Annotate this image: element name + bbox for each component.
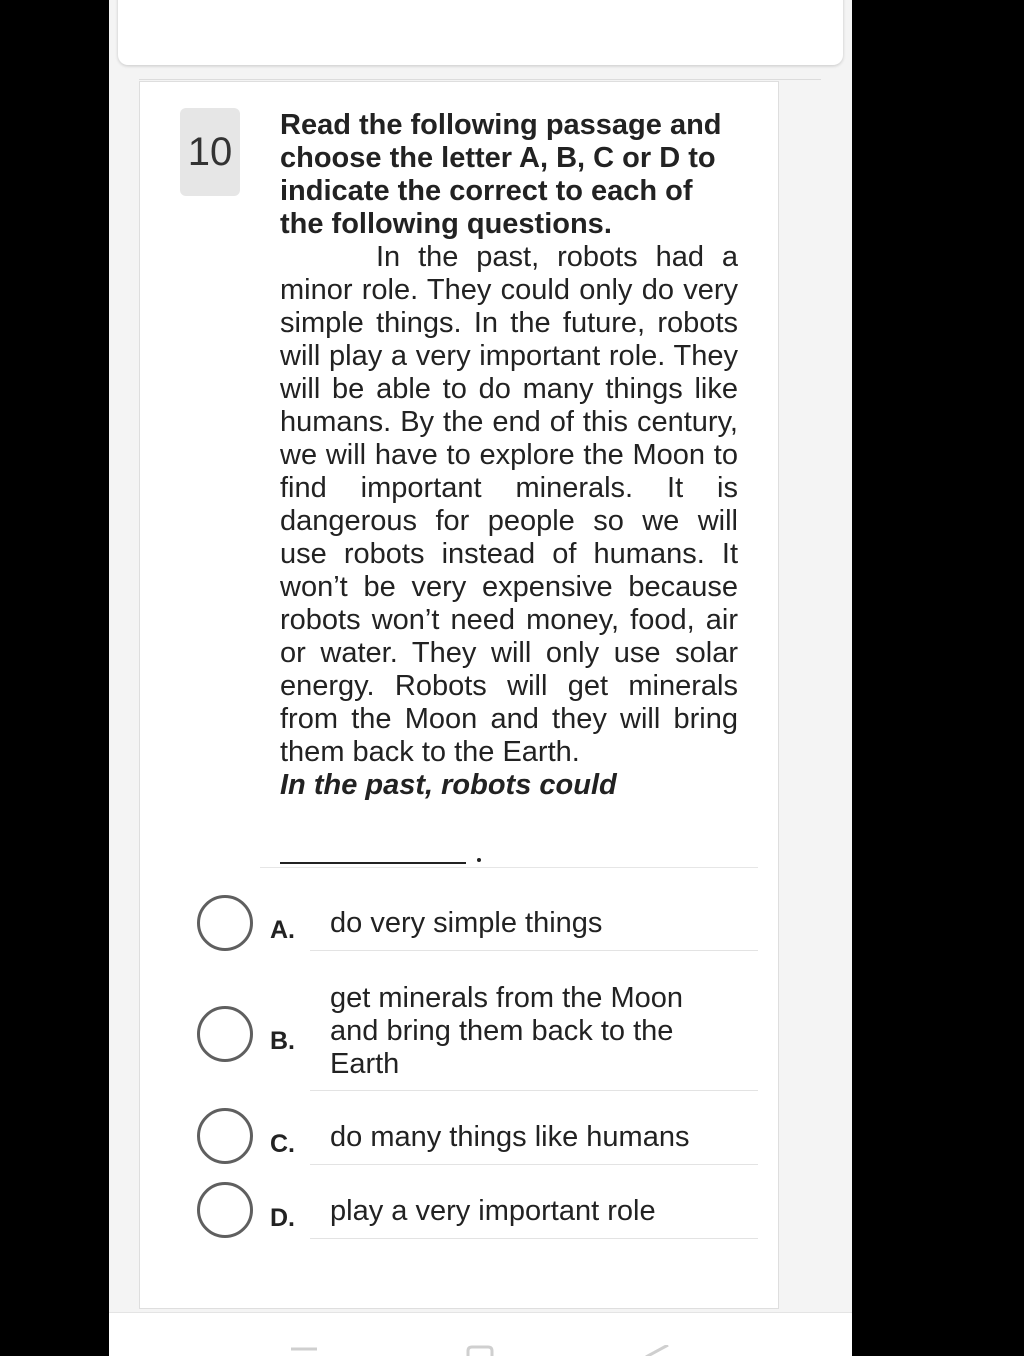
question-number: 10 — [180, 108, 240, 196]
option-c-text: do many things like humans — [330, 1121, 690, 1153]
option-d-text: play a very important role — [330, 1195, 656, 1227]
option-b-letter: B. — [270, 1027, 295, 1055]
option-a-radio[interactable] — [197, 895, 253, 951]
option-a-text: do very simple things — [330, 907, 603, 939]
option-b-text: get minerals from the Moon and bring them back to the Earth — [330, 982, 683, 1080]
navigation-bar — [109, 1312, 852, 1356]
question-card — [139, 81, 779, 1309]
reading-passage: In the past, robots had a minor role. They could only do very simple things. In the future, robots will play a very important role. They will be able to do many things like humans. By the end of this century, we will have to explore the Moon to find important minerals. It is dangerous for people so we will use robots instead of humans. It won’t be very expensive because robots won’t need money, food, air or water. They will only use solar energy. Robots will get minerals from the Moon and they will bring them back to the Earth. — [280, 241, 738, 768]
recents-icon[interactable] — [289, 1345, 319, 1356]
option-d-letter: D. — [270, 1204, 295, 1232]
divider — [260, 867, 758, 868]
divider — [310, 1238, 758, 1239]
option-c-radio[interactable] — [197, 1108, 253, 1164]
divider — [310, 1090, 758, 1091]
divider — [310, 950, 758, 951]
top-tab-card — [118, 0, 843, 65]
divider — [139, 79, 821, 80]
question-instruction: Read the following passage and choose the letter A, B, C or D to indicate the correct to each of the following questions. — [280, 109, 722, 240]
option-a-letter: A. — [270, 916, 295, 944]
option-c-letter: C. — [270, 1130, 295, 1158]
question-body — [280, 109, 738, 802]
option-b-radio[interactable] — [197, 1006, 253, 1062]
back-icon[interactable] — [642, 1345, 672, 1356]
blank-period — [477, 858, 481, 862]
question-prompt: In the past, robots could — [280, 769, 617, 801]
phone-screen — [109, 0, 852, 1356]
option-d-radio[interactable] — [197, 1182, 253, 1238]
answer-blank — [280, 862, 466, 864]
divider — [310, 1164, 758, 1165]
home-icon[interactable] — [465, 1345, 495, 1356]
